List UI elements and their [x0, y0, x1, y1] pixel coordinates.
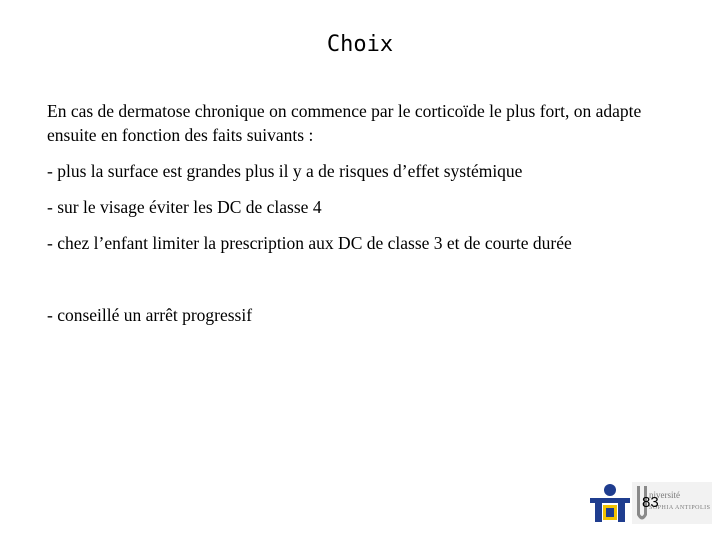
university-subtitle: SOPHIA ANTIPOLIS	[649, 505, 711, 511]
bullet-arret: - conseillé un arrêt progressif	[47, 305, 253, 325]
university-emblem-icon	[588, 480, 632, 524]
bullet-surface: - plus la surface est grandes plus il y a de risques d’effet systémique	[47, 161, 523, 181]
intro-paragraph: En cas de dermatose chronique on commence par le corticoïde le plus fort, on adapte ensuite en fonction des faits suivants :	[47, 101, 642, 145]
bullet-visage: - sur le visage éviter les DC de classe 4	[47, 197, 322, 217]
page-number: 83	[642, 494, 659, 511]
slide-title: Choix	[326, 32, 394, 57]
bullet-enfant: - chez l’enfant limiter la prescription aux DC de classe 3 et de courte durée	[47, 233, 572, 253]
university-word: niversité	[649, 490, 680, 500]
